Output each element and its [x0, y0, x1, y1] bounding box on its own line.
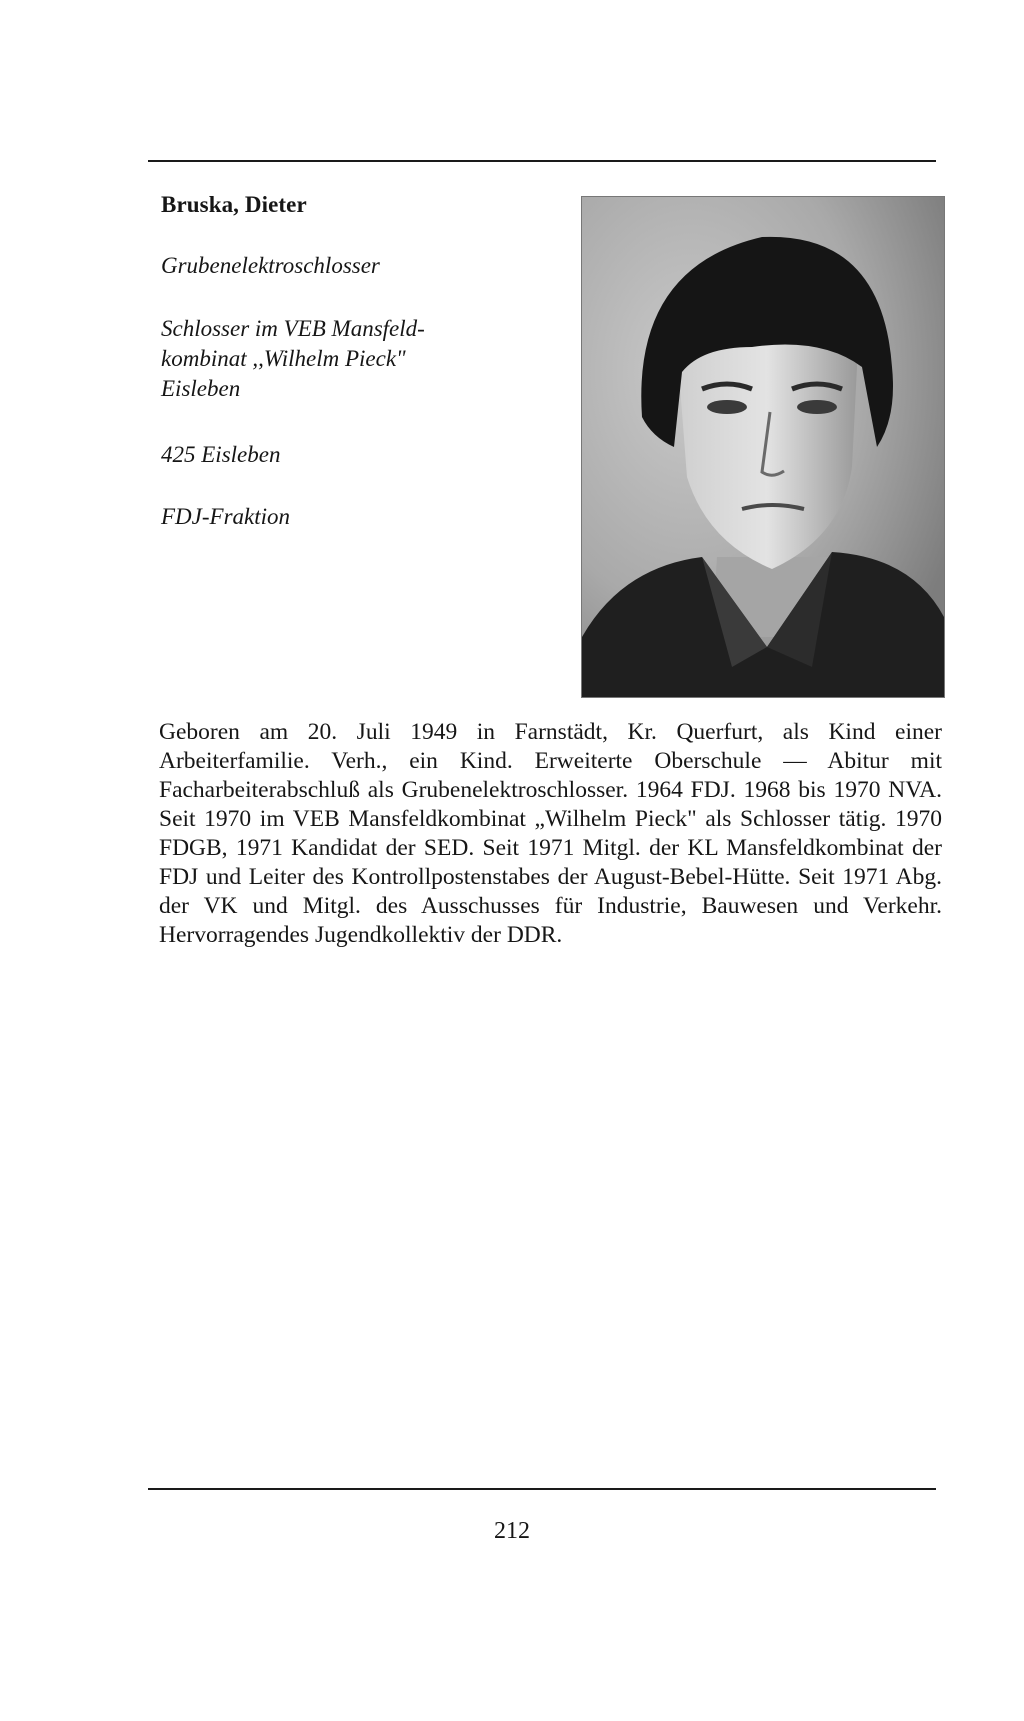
portrait-illustration [582, 197, 944, 697]
bottom-rule [148, 1488, 936, 1490]
address: 425 Eisleben [161, 442, 281, 467]
occupation: Grubenelektroschlosser [161, 253, 380, 278]
workplace-line: Eisleben [161, 376, 241, 401]
top-rule [148, 160, 936, 162]
biography-text: Geboren am 20. Juli 1949 in Farnstädt, Kr. Querfurt, als Kind einer Arbeiterfamilie. Verh., ein Kind. Erweiterte Oberschule — Abitur mit Facharbeiterabschluß als Grubenelektroschlosser. 1964 FDJ. 1968 bis 1970 NVA. Seit 1970 im VEB Mansfeldkombinat „Wilhelm Pieck" als Schlosser tätig. 1970 FDGB, 1971 Kandidat der SED. Seit 1971 Mitgl. der KL Mansfeldkombinat der FDJ und Leiter des Kontrollpostenstabes der August-Bebel-Hütte. Seit 1971 Abg. der VK und Mitgl. des Ausschusses für Industrie, Bauwesen und Verkehr. Hervorragendes Jugendkollektiv der DDR. [159, 719, 942, 948]
fraction: FDJ-Fraktion [161, 504, 291, 529]
entry-name: Bruska, Dieter [161, 192, 307, 217]
workplace [161, 314, 491, 404]
page-number: 212 [494, 1518, 530, 1544]
workplace-line: Schlosser im VEB Mansfeld- [161, 316, 425, 341]
portrait-photo [581, 196, 945, 698]
workplace-line: kombinat ,,Wilhelm Pieck" [161, 346, 406, 371]
